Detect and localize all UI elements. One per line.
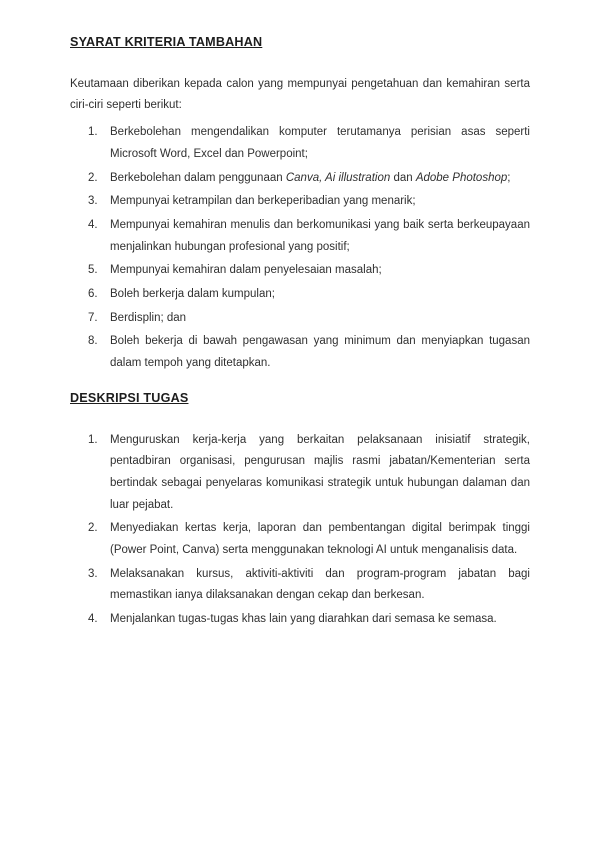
list-item-number: 2. (88, 522, 98, 535)
list-item-number: 6. (88, 288, 98, 301)
list-item-text: Boleh berkerja dalam kumpulan; (110, 288, 275, 301)
list-item (88, 308, 530, 330)
list-item (88, 122, 530, 165)
list-item (88, 518, 530, 561)
section-deskripsi-tugas (70, 388, 530, 631)
list-item-number: 5. (88, 264, 98, 277)
list-item (88, 430, 530, 517)
deskripsi-list (88, 430, 530, 631)
list-item-number: 1. (88, 433, 98, 446)
list-item-text: Boleh bekerja di bawah pengawasan yang minimum dan menyiapkan tugasan dalam tempoh yang ditetapkan. (110, 335, 530, 370)
list-item (88, 260, 530, 282)
syarat-list (88, 122, 530, 375)
list-item-text: Mempunyai kemahiran menulis dan berkomunikasi yang baik serta berkeupayaan menjalinkan hubungan profesional yang positif; (110, 218, 530, 253)
list-item-text: Mempunyai ketrampilan dan berkeperibadian yang menarik; (110, 195, 416, 208)
list-item-number: 3. (88, 567, 98, 580)
section-syarat-kriteria-tambahan (70, 32, 530, 375)
list-item-number: 1. (88, 126, 98, 139)
list-item (88, 191, 530, 213)
list-item-number: 2. (88, 171, 98, 184)
list-item-text: Berdisplin; dan (110, 311, 187, 324)
list-item (88, 168, 530, 190)
list-item-text: Mempunyai kemahiran dalam penyelesaian masalah; (110, 264, 382, 277)
list-item-text: Berkebolehan dalam penggunaan Canva, Ai illustration dan Adobe Photoshop; (110, 171, 511, 184)
list-item-text: Menguruskan kerja-kerja yang berkaitan pelaksanaan inisiatif strategik, pentadbiran organisasi, pengurusan majlis rasmi jabatan/Kementerian serta bertindak sebagai penyelaras komunikasi strategik untuk hubungan dalaman dan luar pejabat. (110, 433, 530, 511)
list-item-number: 7. (88, 311, 98, 324)
list-item (88, 331, 530, 374)
list-item-text: Melaksanakan kursus, aktiviti-aktiviti dan program-program jabatan bagi memastikan ianya dilaksanakan dengan cekap dan berkesan. (110, 567, 530, 602)
section-heading-deskripsi: DESKRIPSI TUGAS (70, 390, 189, 405)
list-item (88, 284, 530, 306)
list-item (88, 609, 530, 631)
list-item-text: Berkebolehan mengendalikan komputer terutamanya perisian asas seperti Microsoft Word, Excel dan Powerpoint; (110, 126, 530, 160)
list-item-number: 3. (88, 195, 98, 208)
list-item-text: Menyediakan kertas kerja, laporan dan pembentangan digital berimpak tinggi (Power Point, Canva) serta menggunakan teknologi AI untuk menganalisis data. (110, 522, 530, 557)
list-item-number: 4. (88, 218, 98, 231)
list-item-text: Menjalankan tugas-tugas khas lain yang diarahkan dari semasa ke semasa. (110, 613, 497, 626)
list-item-number: 4. (88, 613, 98, 626)
section-heading-syarat: SYARAT KRITERIA TAMBAHAN (70, 35, 263, 49)
list-item (88, 215, 530, 258)
list-item (88, 564, 530, 607)
syarat-intro-paragraph: Keutamaan diberikan kepada calon yang mempunyai pengetahuan dan kemahiran serta ciri-ciri seperti berikut: (70, 77, 530, 112)
list-item-number: 8. (88, 335, 98, 348)
